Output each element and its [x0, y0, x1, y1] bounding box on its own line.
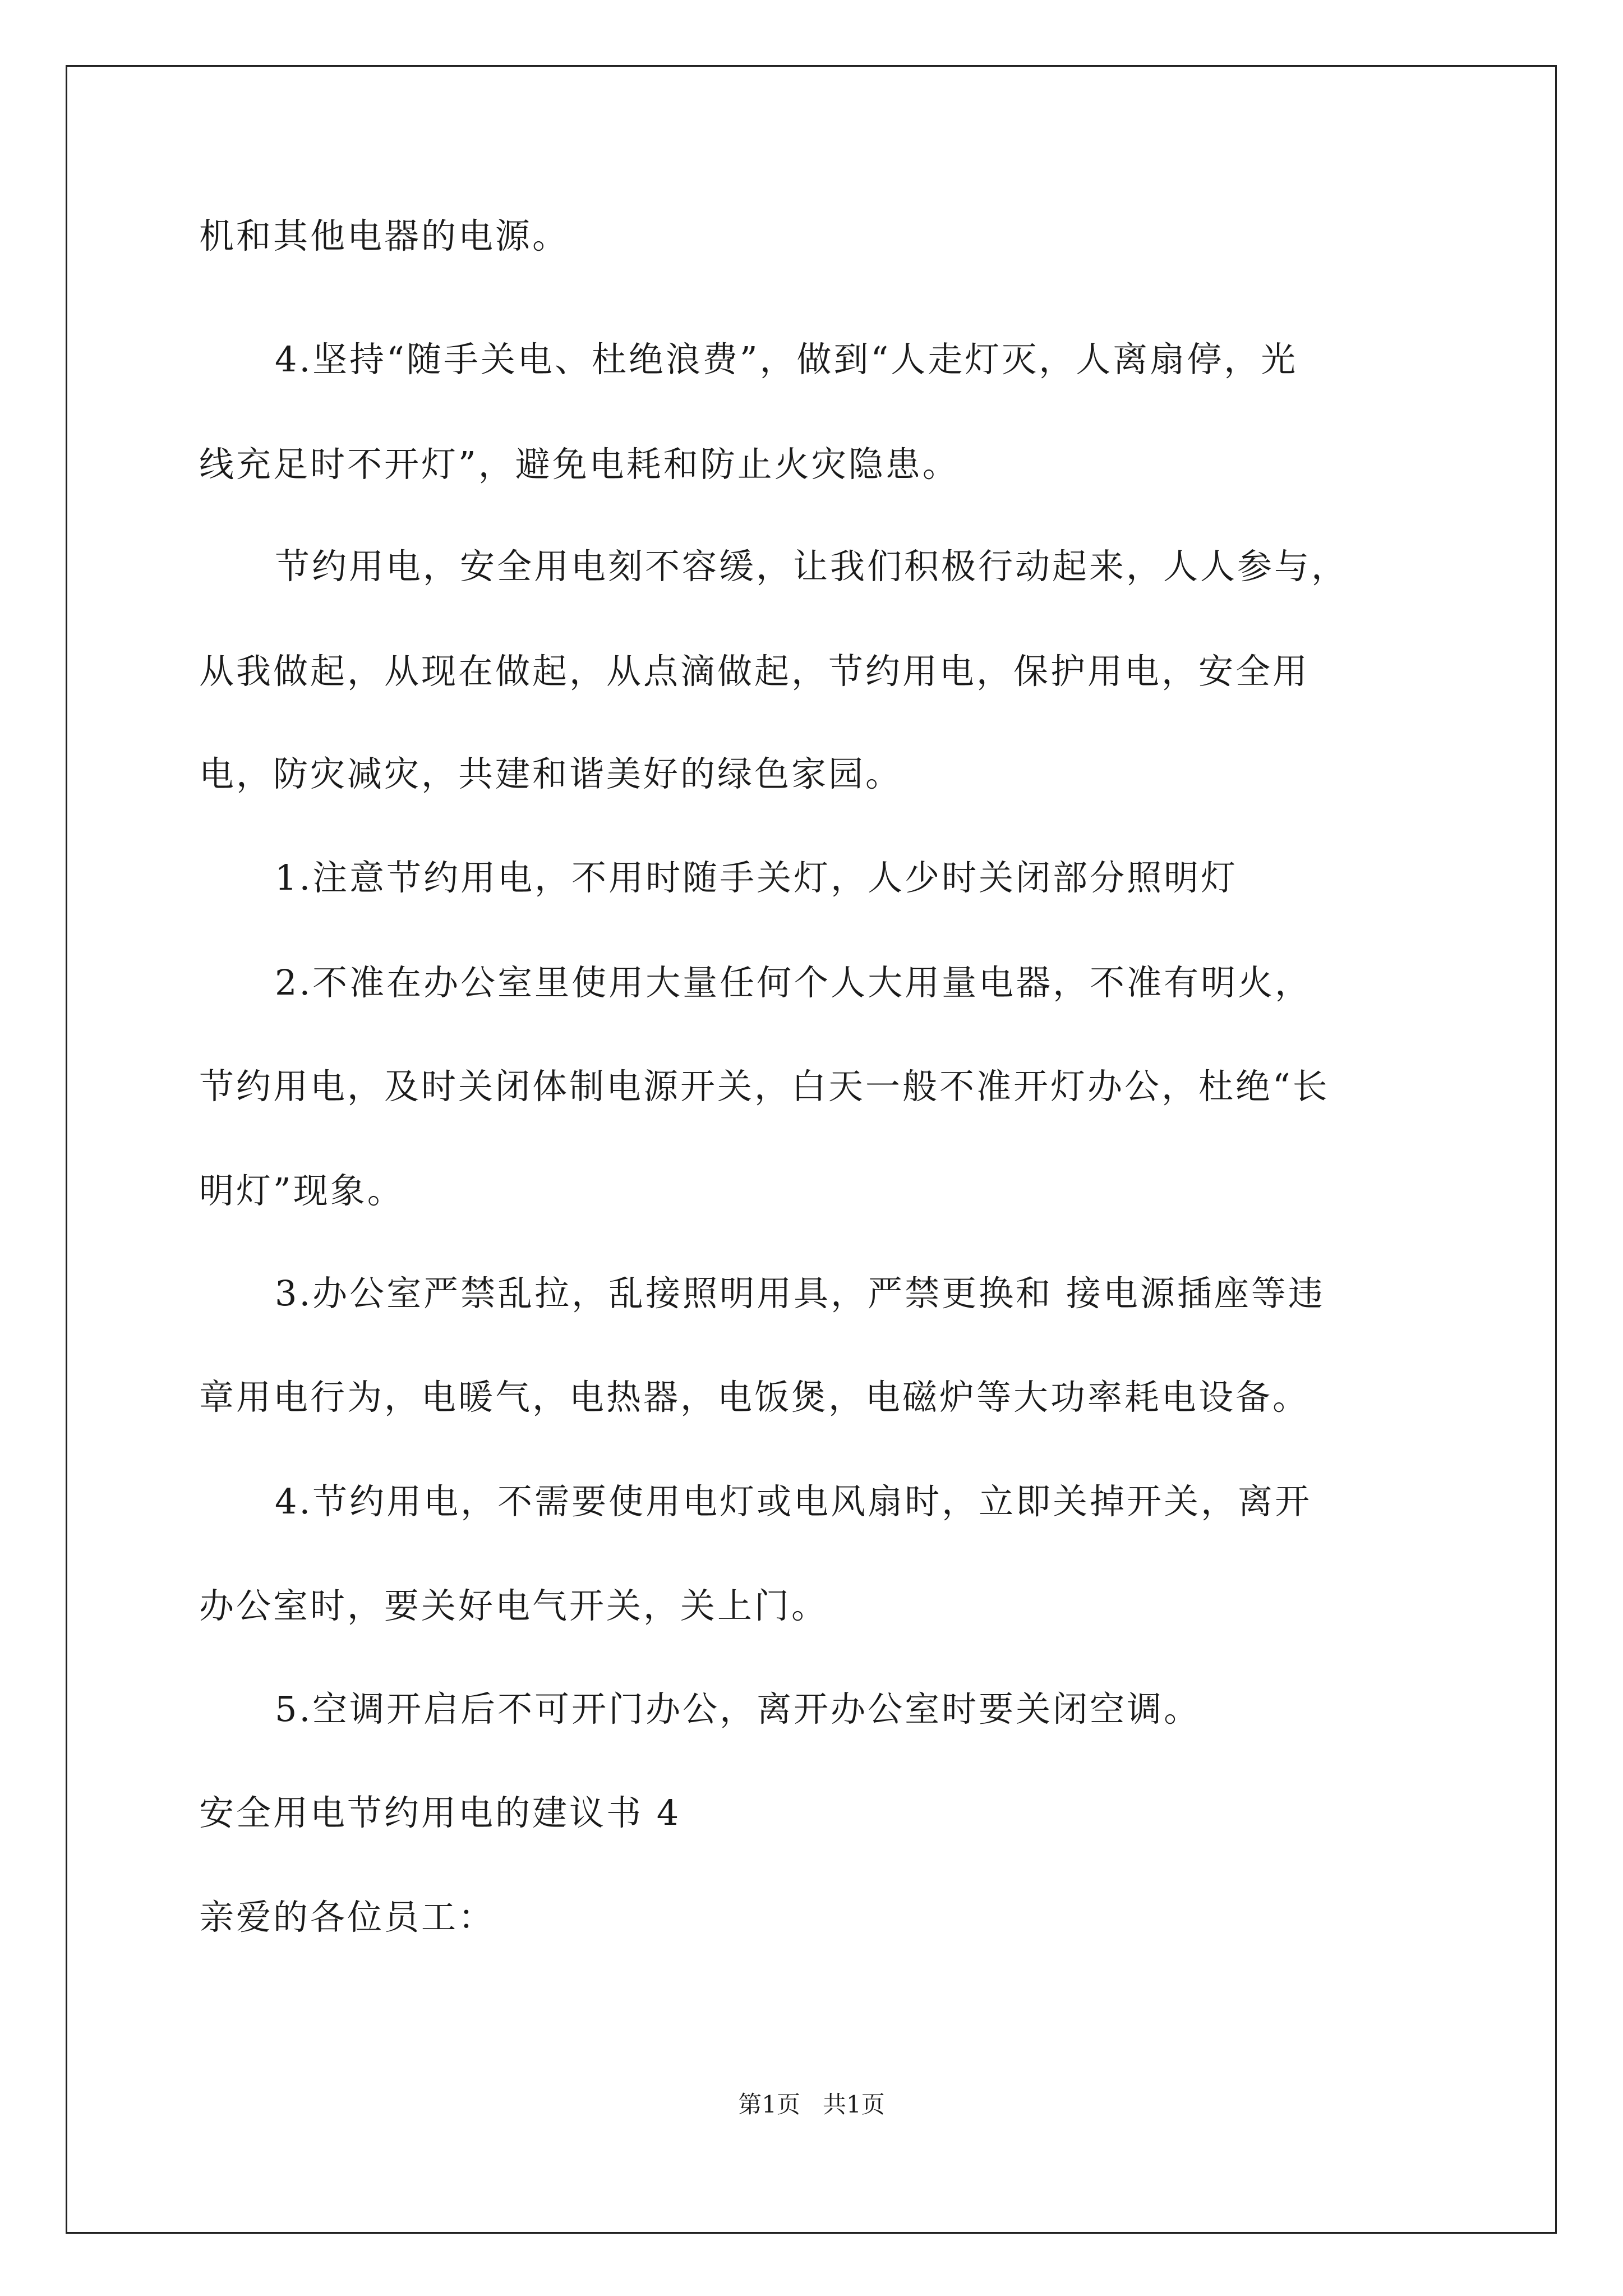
text-line: 4.坚持“随手关电、杜绝浪费”，做到“人走灯灭，人离扇停，光: [275, 339, 1298, 380]
text-line: 2.不准在办公室里使用大量任何个人大用量电器，不准有明火，: [275, 962, 1312, 1003]
page-footer: 第1页 共1页: [738, 2091, 885, 2118]
text-line: 节约用电，及时关闭体制电源开关，白天一般不准开灯办公，杜绝“长: [199, 1066, 1330, 1107]
text-line: 节约用电，安全用电刻不容缓，让我们积极行动起来，人人参与，: [275, 546, 1349, 587]
text-line: 线充足时不开灯”，避免电耗和防止火灾隐患。: [199, 444, 960, 485]
text-line: 办公室时，要关好电气开关，关上门。: [199, 1585, 829, 1626]
text-line: 从我做起，从现在做起，从点滴做起，节约用电，保护用电，安全用: [199, 651, 1310, 692]
text-line: 章用电行为，电暖气，电热器，电饭煲，电磁炉等大功率耗电设备。: [199, 1377, 1310, 1418]
text-line: 电，防灾减灾，共建和谐美好的绿色家园。: [199, 753, 903, 794]
text-line: 明灯”现象。: [199, 1170, 404, 1211]
section-heading: 安全用电节约用电的建议书 4: [199, 1792, 681, 1833]
text-line: 1.注意节约用电，不用时随手关灯，人少时关闭部分照明灯: [275, 857, 1238, 898]
salutation: 亲爱的各位员工：: [199, 1897, 496, 1938]
text-line: 3.办公室严禁乱拉，乱接照明用具，严禁更换和 接电源插座等违: [275, 1273, 1325, 1314]
text-line: 机和其他电器的电源。: [199, 215, 570, 256]
text-line: 5.空调开启后不可开门办公，离开办公室时要关闭空调。: [275, 1688, 1201, 1729]
text-line: 4.节约用电，不需要使用电灯或电风扇时，立即关掉开关，离开: [275, 1481, 1312, 1522]
